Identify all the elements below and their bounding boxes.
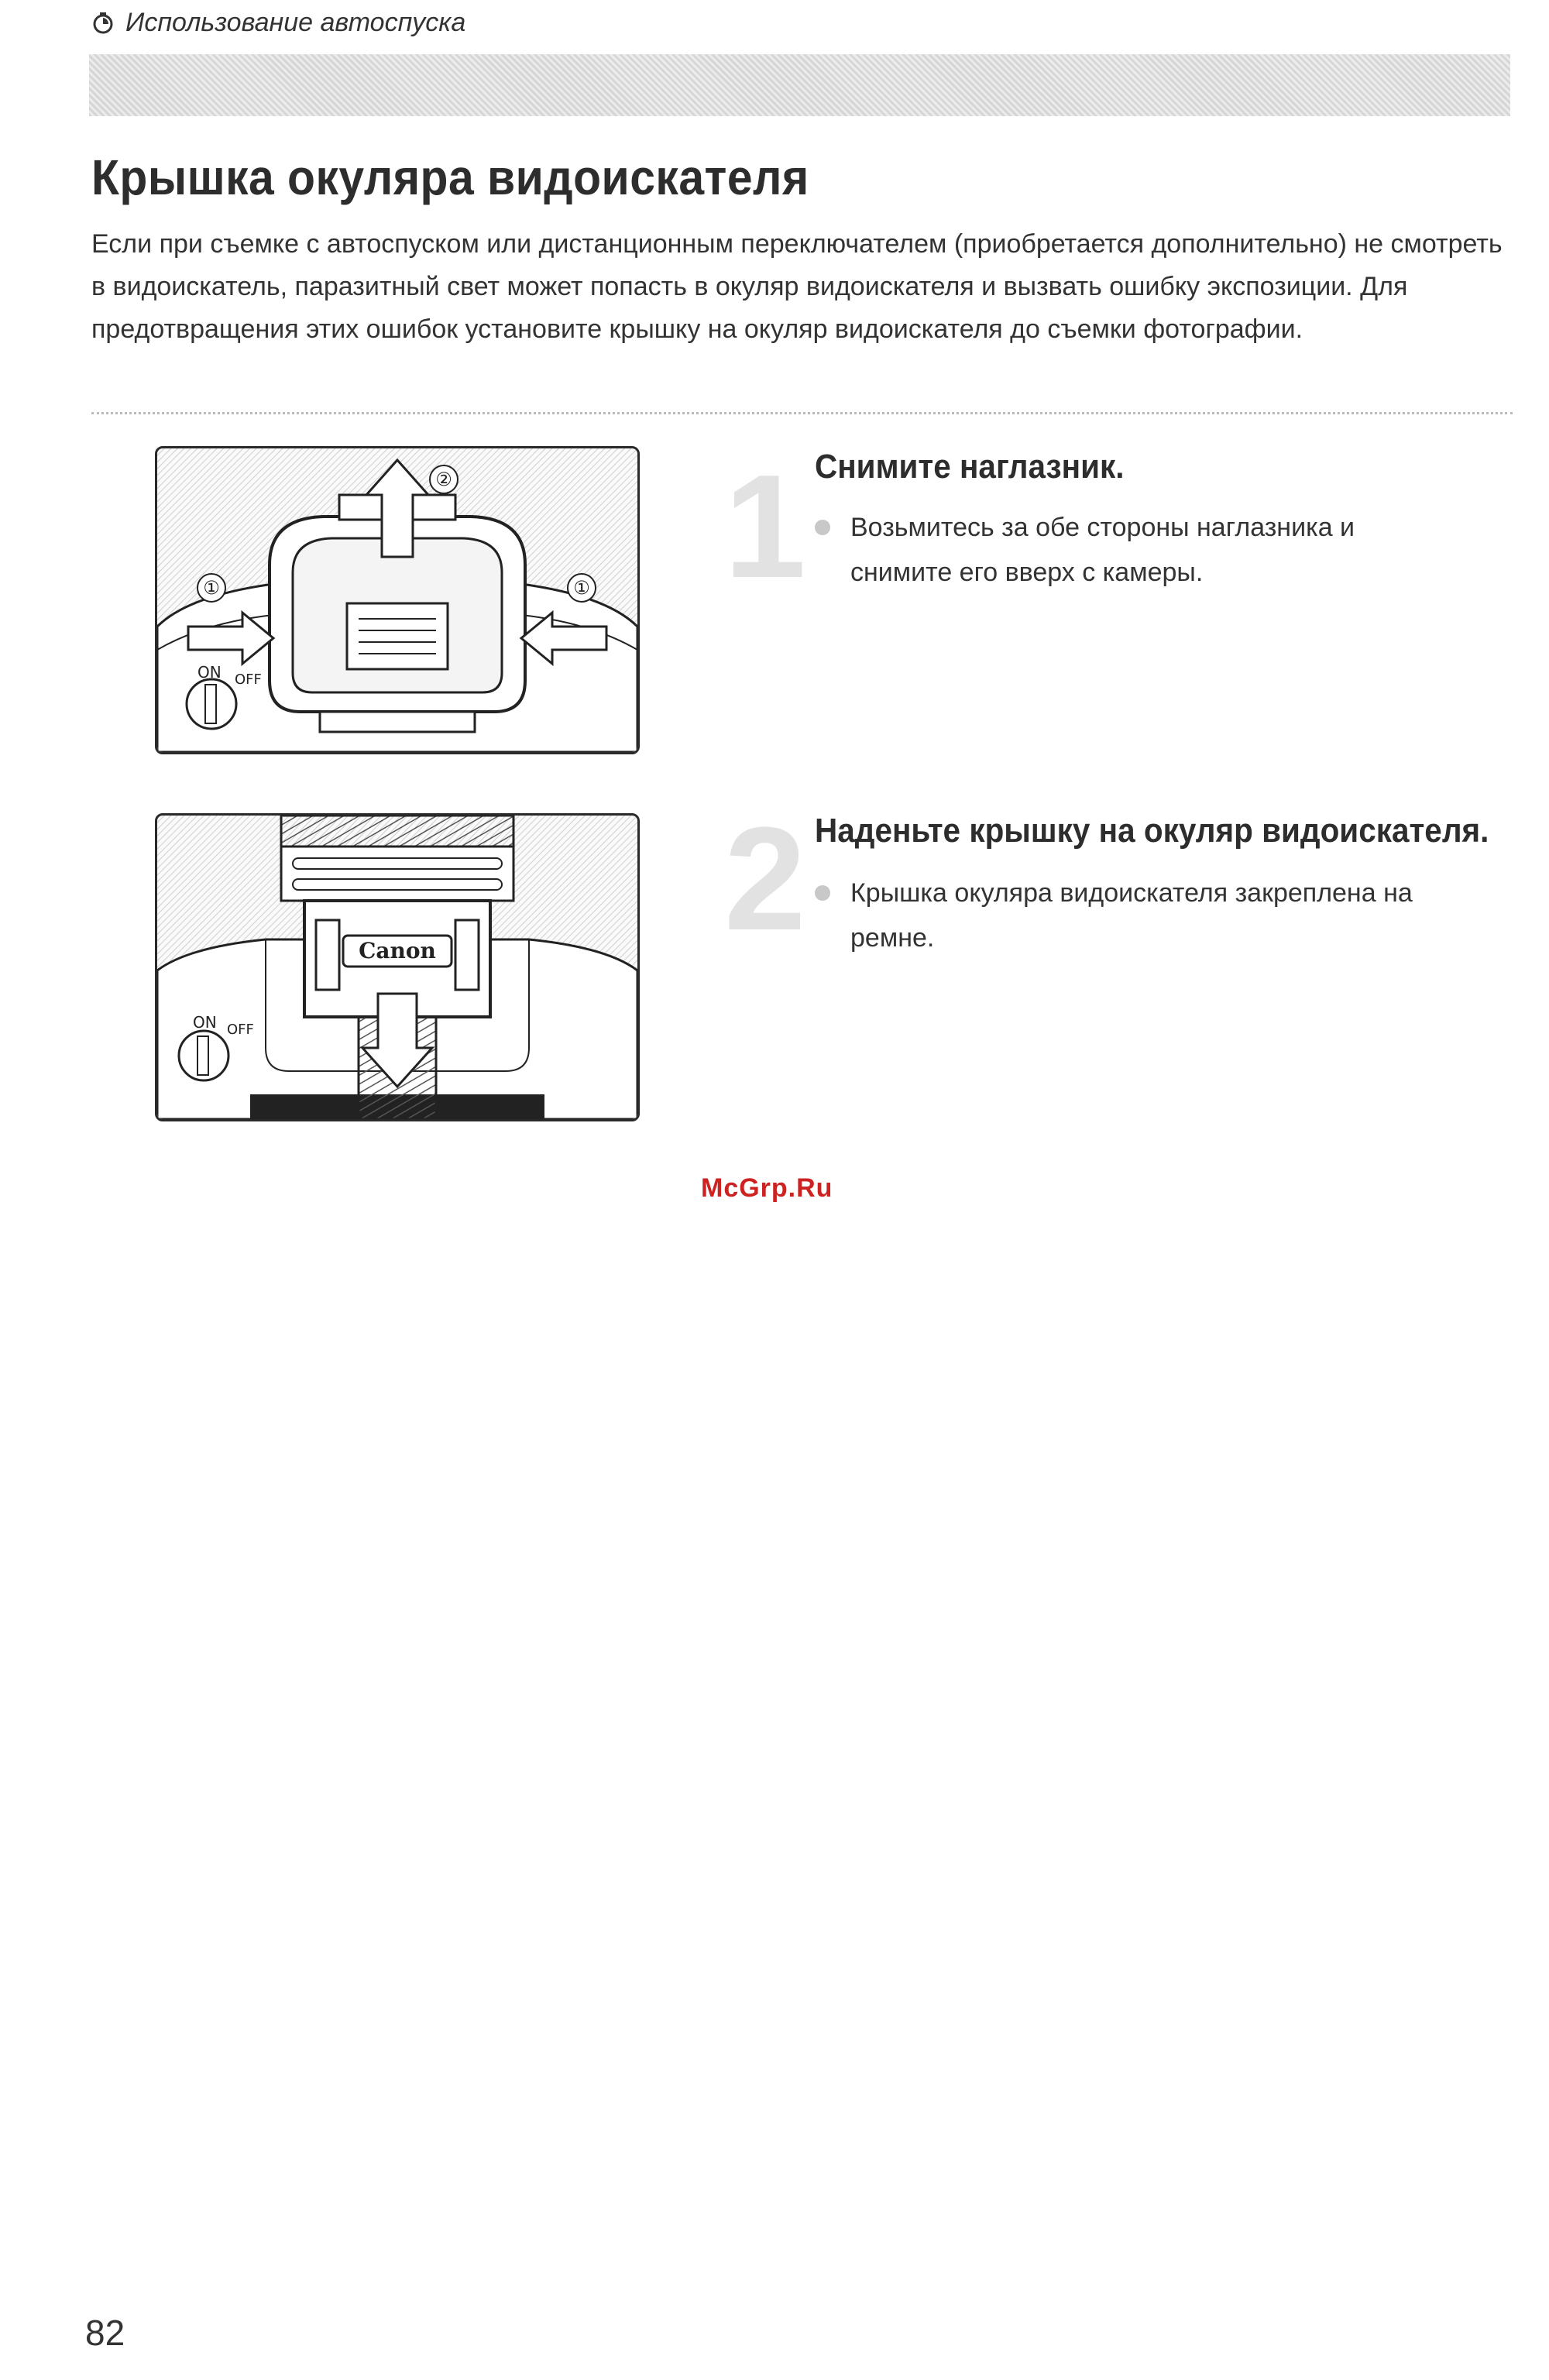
page-number: 82 bbox=[85, 2313, 125, 2353]
camera-eyecup-drawing bbox=[157, 448, 637, 752]
section-label: Использование автоспуска bbox=[125, 8, 466, 37]
label-1-right: ① bbox=[573, 577, 590, 599]
step-2-number: 2 bbox=[724, 797, 806, 961]
step-1-title: Снимите наглазник. bbox=[815, 448, 1125, 486]
step-2-title: Наденьте крышку на окуляр видоискателя. bbox=[815, 812, 1489, 850]
on-label: ON bbox=[197, 663, 222, 682]
self-timer-icon bbox=[91, 12, 115, 35]
label-1-left: ① bbox=[203, 577, 220, 599]
page-title: Крышка окуляра видоискателя bbox=[91, 149, 809, 205]
header-band bbox=[89, 54, 1510, 116]
brand-label: Canon bbox=[359, 938, 436, 963]
off-label: OFF bbox=[235, 671, 262, 688]
camera-cover-drawing bbox=[157, 816, 637, 1119]
label-2: ② bbox=[435, 469, 452, 490]
on-label-2: ON bbox=[193, 1013, 217, 1032]
step-1-bullet-icon bbox=[815, 520, 830, 535]
step-1-number: 1 bbox=[724, 445, 806, 609]
step-2-text: Крышка окуляра видоискателя закреплена на ремне. bbox=[850, 878, 1413, 953]
section-header bbox=[91, 8, 465, 38]
off-label-2: OFF bbox=[227, 1022, 254, 1038]
illustration-attach-cover bbox=[155, 813, 640, 1121]
illustration-remove-eyecup bbox=[155, 446, 640, 754]
step-1-text: Возьмитесь за обе стороны наглазника и снимите его вверх с камеры. bbox=[850, 513, 1355, 587]
intro-paragraph: Если при съемке с автоспуском или дистанционным переключателем (приобретается дополнительно) не смотреть в видоискатель, паразитный свет может попасть в окуляр видоискателя и вызвать ошибку экспозиции. Для предотвращения этих ошибок установите крышку на окуляр видоискателя до съемки фотографии. bbox=[91, 229, 1503, 344]
watermark: McGrp.Ru bbox=[701, 1173, 833, 1203]
divider bbox=[91, 412, 1513, 414]
step-2-bullet-icon bbox=[815, 885, 830, 901]
